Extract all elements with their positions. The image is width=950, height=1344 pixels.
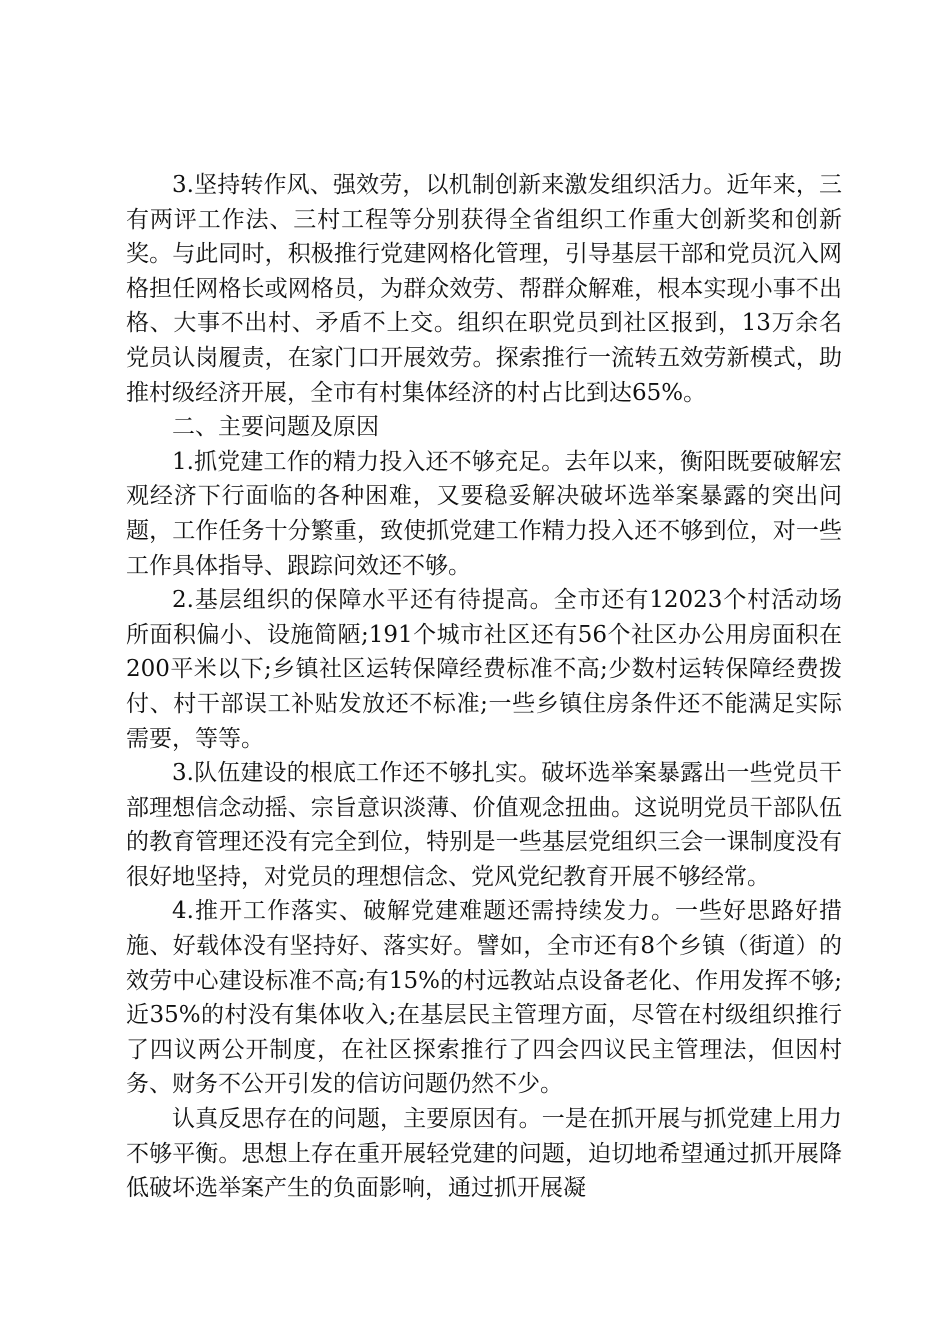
- document-body: [126, 168, 842, 1206]
- section-heading: 二、主要问题及原因: [172, 414, 379, 441]
- paragraph-2: 1.抓党建工作的精力投入还不够充足。去年以来，衡阳既要破解宏观经济下行面临的各种困难，又要稳妥解决破坏选举案暴露的突出问题，工作任务十分繁重，致使抓党建工作精力投入还不够到位，对一些工作具体指导、跟踪问效还不够。: [126, 448, 842, 579]
- paragraph-4: 3.队伍建设的根底工作还不够扎实。破坏选举案暴露出一些党员干部理想信念动摇、宗旨意识淡薄、价值观念扭曲。这说明党员干部队伍的教育管理还没有完全到位，特别是一些基层党组织三会一课制度没有很好地坚持，对党员的理想信念、党风党纪教育开展不够经常。: [126, 760, 842, 890]
- paragraph-1: 3.坚持转作风、强效劳，以机制创新来激发组织活力。近年来，三有两评工作法、三村工程等分别获得全省组织工作重大创新奖和创新奖。与此同时，积极推行党建网格化管理，引导基层干部和党员沉入网格担任网格长或网格员，为群众效劳、帮群众解难，根本实现小事不出格、大事不出村、矛盾不上交。组织在职党员到社区报到，13万余名党员认岗履责，在家门口开展效劳。探索推行一流转五效劳新模式，助推村级经济开展，全市有村集体经济的村占比到达65%。: [126, 172, 842, 406]
- paragraph-6: 认真反思存在的问题，主要原因有。一是在抓开展与抓党建上用力不够平衡。思想上存在重开展轻党建的问题，迫切地希望通过抓开展降低破坏选举案产生的负面影响，通过抓开展凝: [126, 1106, 842, 1202]
- paragraph-5: 4.推开工作落实、破解党建难题还需持续发力。一些好思路好措施、好载体没有坚持好、落实好。譬如，全市还有8个乡镇（街道）的效劳中心建设标准不高;有15%的村远教站点设备老化、作用发挥不够;近35%的村没有集体收入;在基层民主管理方面，尽管在村级组织推行了四议两公开制度，在社区探索推行了四会四议民主管理法，但因村务、财务不公开引发的信访问题仍然不少。: [126, 898, 842, 1098]
- paragraph-3: 2.基层组织的保障水平还有待提高。全市还有12023个村活动场所面积偏小、设施简陋;191个城市社区还有56个社区办公用房面积在200平米以下;乡镇社区运转保障经费标准不高;少数村运转保障经费拨付、村干部误工补贴发放还不标准;一些乡镇住房条件还不能满足实际需要，等等。: [126, 587, 842, 752]
